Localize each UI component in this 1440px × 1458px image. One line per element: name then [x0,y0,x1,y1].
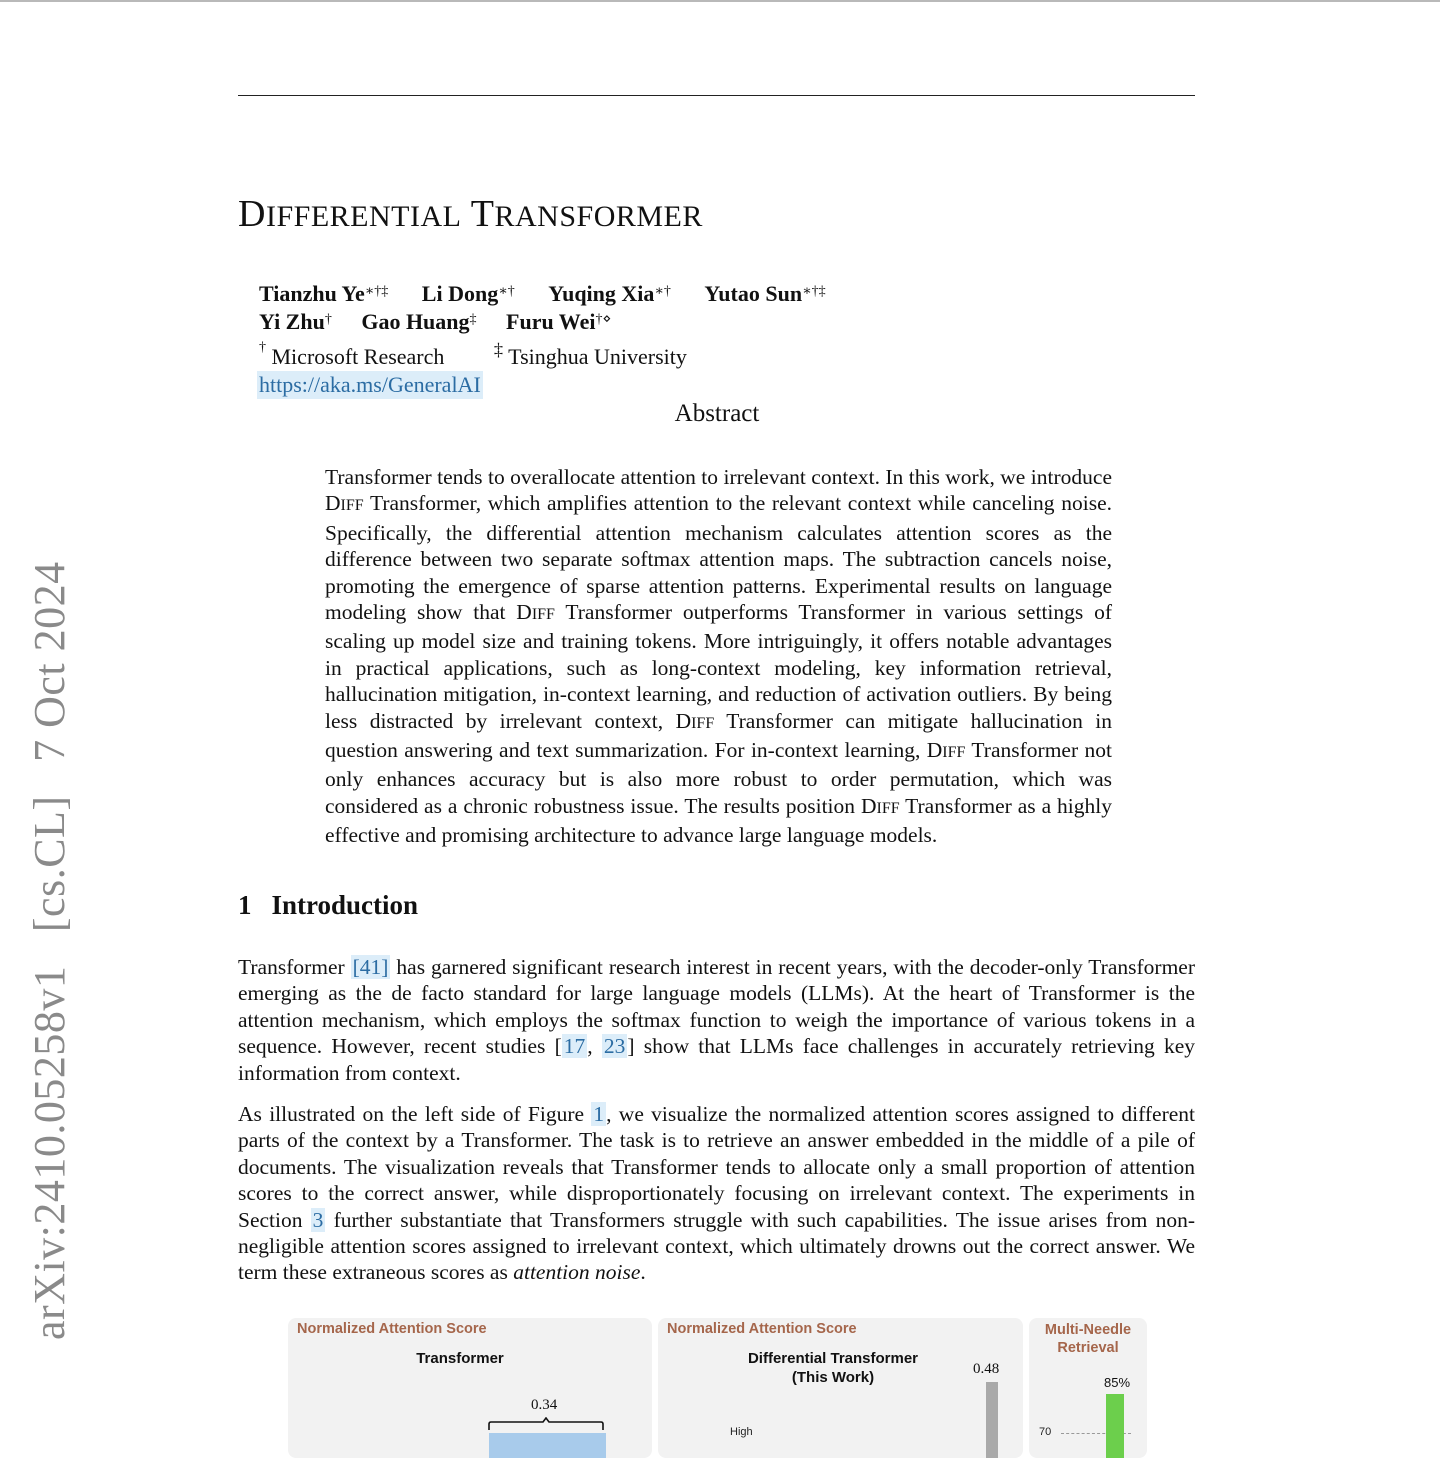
affiliation: † Microsoft Research [259,340,445,370]
arxiv-category: [cs.CL] [25,795,74,933]
citation-link[interactable]: [41] [352,955,389,979]
panel-title: Multi-Needle Retrieval [1044,1322,1132,1356]
panel-model-name: Transformer [416,1350,504,1367]
answer-score-label: 0.48 [973,1361,1000,1377]
figure-panel-transformer [288,1318,652,1458]
abstract-body: Transformer tends to overallocate attention to irrelevant context. In this work, we introduce DIFF Transformer, which amplifies attention to the relevant context while canceling noise. Specifically, the differential attention mechanism calculates attention scores as the difference between two separate softmax attention maps. The subtraction cancels noise, promoting the emergence of sparse attention patterns. Experimental results on language modeling show that DIFF Transformer outperforms Transformer in various settings of scaling up model size and training tokens. More intriguingly, it offers notable advantages in practical applications, such as long-context modeling, key information retrieval, hallucination mitigation, in-context learning, and reduction of activation outliers. By being less distracted by irrelevant context, DIFF Transformer can mitigate hallucination in question answering and text summarization. For in-context learning, DIFF Transformer not only enhances accuracy but is also more robust to order permutation, which was considered as a chronic robustness issue. The results position DIFF Transformer as a highly effective and promising architecture to advance large language models. [325,465,1112,848]
affiliations [259,336,854,371]
citation-link[interactable]: 23 [603,1034,626,1059]
panel-title: Normalized Attention Score [667,1321,857,1337]
answer-bar [986,1382,998,1458]
author-block [259,280,854,399]
viewer-top-border [0,0,1440,2]
abstract-heading: Abstract [674,400,760,427]
arxiv-side-identifier [24,539,75,1340]
retrieval-bar [1106,1394,1124,1458]
authors-row-1 [259,280,854,308]
intro-paragraph-1: Transformer [41] has garnered significant research interest in recent years, with the decoder-only Transformer emerging as the de facto standard for large language models (LLMs). At the heart of Transformer is the attention mechanism, which employs the softmax function to weigh the importance of various tokens in a sequence. However, recent studies [17, 23] show that LLMs face challenges in accurately retrieving key information from context. [238,955,1195,1085]
y-tick-label: 70 [1039,1426,1052,1438]
header-rule [238,95,1195,96]
section-link[interactable]: 3 [312,1207,324,1232]
author: Gao Huang‡ [361,309,477,334]
section-heading-introduction: 1 Introduction [238,890,419,920]
answer-bar [489,1433,606,1458]
figure-link[interactable]: 1 [593,1102,605,1126]
paper-title: DIFFERENTIAL TRANSFORMER [238,193,703,235]
softmax-term: softmax [621,547,691,572]
diff-name: DIFF [325,491,364,516]
figure-panel-multi-needle [1029,1318,1147,1458]
figure-panel-diff-transformer [658,1318,1023,1458]
project-link[interactable]: https://aka.ms/GeneralAI [259,372,481,398]
author: Yutao Sun∗†‡ [704,281,826,306]
panel-model-name: Differential Transformer (This Work) [747,1350,919,1386]
author: Yi Zhu† [259,309,332,334]
authors-row-2 [259,308,854,336]
color-scale-label: High [730,1426,753,1438]
intro-paragraph-2: As illustrated on the left side of Figure 1, we visualize the normalized attention scores assigned to different parts of the context by a Transformer. The task is to retrieve an answer embedded in the middle of a pile of documents. The visualization reveals that Transformer tends to allocate only a small proportion of attention scores to the correct answer, while disproportionately focusing on irrelevant context. The experiments in Section 3 further substantiate that Transformers struggle with such capabilities. The issue arises from non-negligible attention scores assigned to irrelevant context, which ultimately drowns out the correct answer. We term these extraneous scores as attention noise. [238,1102,1196,1285]
author: Furu Wei†⋄ [506,309,612,334]
panel-title: Normalized Attention Score [297,1321,487,1337]
arxiv-id: arXiv:2410.05258v1 [25,965,74,1340]
answer-score-label: 0.34 [531,1397,558,1413]
affiliation: ‡ Tsinghua University [493,340,687,370]
answer-brace-icon [487,1417,607,1431]
author: Tianzhu Ye∗†‡ [259,281,389,306]
retrieval-value-label: 85% [1104,1375,1131,1390]
author: Li Dong∗† [421,281,515,306]
author: Yuqing Xia∗† [548,281,671,306]
citation-link[interactable]: 17 [563,1034,586,1059]
arxiv-date: 7 Oct 2024 [25,561,74,762]
